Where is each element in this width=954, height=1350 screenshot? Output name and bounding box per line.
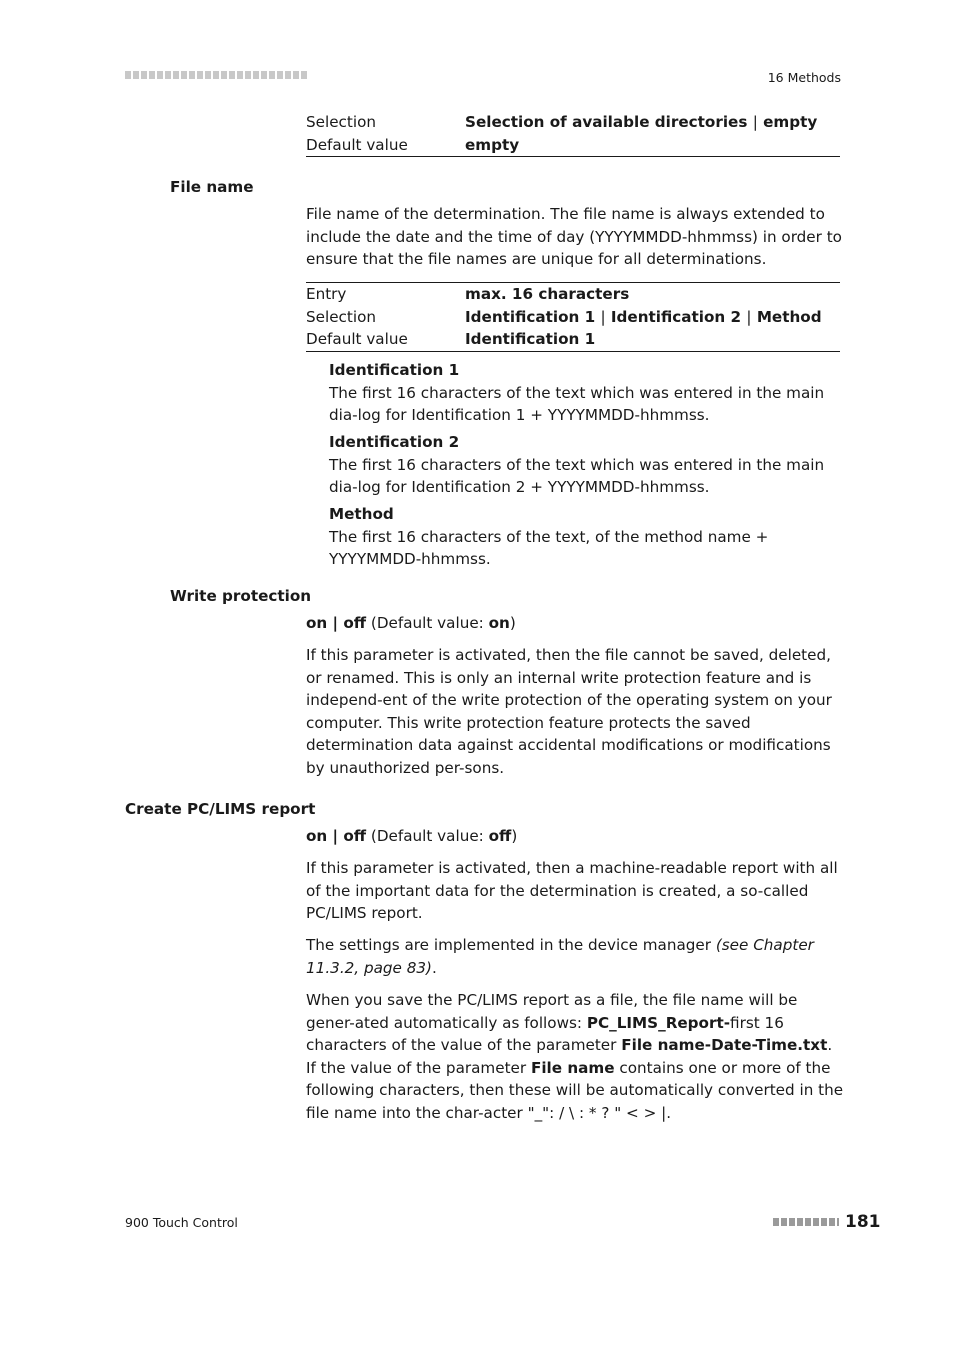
option-method	[329, 503, 844, 571]
option-identification-2	[329, 431, 844, 499]
directory-parameter-table	[306, 111, 840, 157]
pc-lims-description-1: If this parameter is activated, then a machine-readable report with all of the important data for the determination is created, a so-called PC/LIMS report.	[306, 859, 838, 923]
default-value: empty	[465, 134, 840, 157]
footer-decoration	[773, 1218, 839, 1226]
option-title: Method	[329, 505, 394, 523]
selection-value: Identification 1 | Identification 2 | Method	[465, 307, 822, 326]
option-title: Identification 2	[329, 433, 460, 451]
selection-label: Selection	[306, 113, 376, 131]
table-row	[306, 283, 840, 306]
default-label: Default value	[306, 328, 465, 351]
header-decoration	[125, 71, 307, 79]
option-title: Identification 1	[329, 361, 460, 379]
write-protection-description: If this parameter is activated, then the file cannot be saved, deleted, or renamed. This is only an internal write protection feature and is independ-ent of the write protection of the operating system on your computer. This write protection feature protects the saved determination data against accidental modifications or modifications by unauthorized per-sons.	[306, 646, 832, 777]
file-name-heading: File name	[170, 178, 254, 196]
selection-value: Selection of available directories | empty	[465, 113, 818, 131]
entry-label: Entry	[306, 283, 465, 306]
option-text: The first 16 characters of the text which was entered in the main dia-log for Identification 1 + YYYYMMDD-hhmmss.	[329, 383, 825, 425]
footer-product-name: 900 Touch Control	[125, 1215, 238, 1230]
file-name-description: File name of the determination. The file name is always extended to include the date and the time of day (YYYYMMDD-hhmmss) in order to ensure that the file names are unique for all determinations.	[306, 205, 842, 269]
table-row	[306, 306, 840, 329]
file-name-parameter-table	[306, 282, 840, 352]
option-text: The first 16 characters of the text which was entered in the main dia-log for Identification 2 + YYYYMMDD-hhmmss.	[329, 455, 825, 497]
option-text: The first 16 characters of the text, of the method name + YYYYMMDD-hhmmss.	[329, 527, 769, 569]
header-section-title: 16 Methods	[767, 70, 841, 85]
selection-label: Selection	[306, 307, 376, 326]
chapter-reference: (see Chapter 11.3.2, page 83)	[306, 936, 814, 977]
entry-value: max. 16 characters	[465, 283, 840, 306]
pc-lims-default: on | off (Default value: off)	[306, 827, 518, 845]
write-protection-default: on | off (Default value: on)	[306, 614, 516, 632]
page-number: 181	[845, 1212, 881, 1232]
default-value: Identification 1	[465, 328, 840, 351]
default-label: Default value	[306, 134, 465, 157]
pc-lims-description-3: When you save the PC/LIMS report as a file, the file name will be gener-ated automatically as follows: PC_LIMS_Report-first 16 characters of the value of the parameter File name-Date-Time.txt. If the value of the parameter File name contains one or more of the following characters, then these will be automatically converted in the file name into the char-acter "_": / \ : * ? " < > |.	[306, 991, 844, 1122]
table-row	[306, 328, 840, 351]
option-identification-1	[329, 359, 844, 427]
pc-lims-heading: Create PC/LIMS report	[125, 800, 316, 818]
pc-lims-description-2: The settings are implemented in the device manager (see Chapter 11.3.2, page 83).	[306, 936, 814, 977]
table-row	[306, 134, 840, 157]
table-row	[306, 111, 840, 134]
write-protection-heading: Write protection	[170, 587, 312, 605]
